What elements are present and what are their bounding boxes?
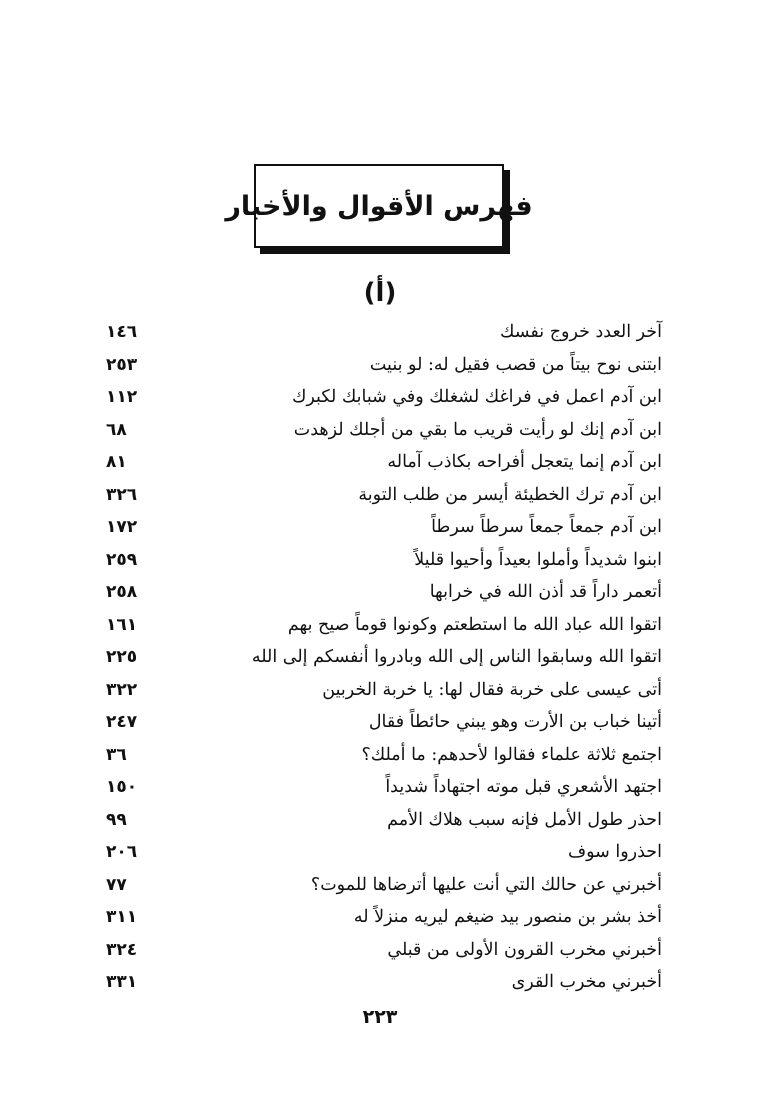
entry-page-number: ٣٢٢ bbox=[106, 679, 138, 700]
entry-page-number: ٣١١ bbox=[106, 907, 138, 928]
entry-text: آخر العدد خروج نفسك bbox=[500, 322, 662, 343]
entry-page-number: ٢٢٥ bbox=[106, 647, 138, 668]
entry-text: احذروا سوف bbox=[567, 842, 662, 863]
index-entry bbox=[106, 739, 662, 772]
entry-page-number: ١٧٢ bbox=[106, 517, 138, 538]
entry-text: اتقوا الله وسابقوا الناس إلى الله وبادروا أنفسكم إلى الله bbox=[251, 647, 662, 668]
entry-page-number: ٢٤٧ bbox=[106, 712, 138, 733]
index-entry bbox=[106, 674, 662, 707]
index-entry bbox=[106, 316, 662, 349]
entry-text: ابن آدم إنما يتعجل أفراحه بكاذب آماله bbox=[387, 452, 662, 473]
entry-text: اجتمع ثلاثة علماء فقالوا لأحدهم: ما أملك؟ bbox=[361, 744, 662, 765]
index-entry bbox=[106, 771, 662, 804]
entry-page-number: ٣٢٦ bbox=[106, 484, 138, 505]
entry-text: احذر طول الأمل فإنه سبب هلاك الأمم bbox=[387, 809, 662, 830]
entry-page-number: ٢٥٩ bbox=[106, 549, 138, 570]
index-entry bbox=[106, 641, 662, 674]
entry-text: ابتنى نوح بيتاً من قصب فقيل له: لو بنيت bbox=[369, 354, 662, 375]
entry-page-number: ٣٢٤ bbox=[106, 939, 138, 960]
entry-text: أتعمر داراً قد أذن الله في خرابها bbox=[429, 582, 662, 603]
entry-text: اتقوا الله عباد الله ما استطعتم وكونوا قوماً صيح بهم bbox=[287, 614, 662, 635]
index-list bbox=[106, 316, 662, 999]
entry-text: أخبرني مخرب القرون الأولى من قبلي bbox=[387, 939, 662, 960]
index-entry bbox=[106, 966, 662, 999]
index-entry bbox=[106, 869, 662, 902]
index-entry bbox=[106, 479, 662, 512]
entry-text: أتينا خباب بن الأرت وهو يبني حائطاً فقال bbox=[368, 712, 662, 733]
entry-text: أتى عيسى على خربة فقال لها: يا خربة الخربين bbox=[322, 679, 662, 700]
page-title: فهرس الأقوال والأخبار bbox=[225, 190, 533, 222]
section-heading: (أ) bbox=[363, 278, 397, 308]
index-entry bbox=[106, 349, 662, 382]
index-entry bbox=[106, 836, 662, 869]
entry-text: أخذ بشر بن منصور بيد ضيغم ليريه منزلاً له bbox=[353, 907, 662, 928]
index-entry bbox=[106, 901, 662, 934]
index-entry bbox=[106, 576, 662, 609]
entry-page-number: ٢٠٦ bbox=[106, 842, 138, 863]
entry-page-number: ١٦١ bbox=[106, 614, 138, 635]
entry-text: اجتهد الأشعري قبل موته اجتهاداً شديداً bbox=[385, 777, 662, 798]
entry-page-number: ٣٣١ bbox=[106, 972, 138, 993]
entry-text: ابن آدم إنك لو رأيت قريب ما بقي من أجلك لزهدت bbox=[293, 419, 662, 440]
index-entry bbox=[106, 609, 662, 642]
index-entry bbox=[106, 511, 662, 544]
page-number: ٢٢٣ bbox=[362, 1006, 398, 1028]
entry-page-number: ١٥٠ bbox=[106, 777, 138, 798]
entry-page-number: ١١٢ bbox=[106, 387, 138, 408]
entry-page-number: ١٤٦ bbox=[106, 322, 138, 343]
index-entry bbox=[106, 544, 662, 577]
entry-text: أخبرني عن حالك التي أنت عليها أترضاها للموت؟ bbox=[310, 874, 662, 895]
entry-page-number: ٧٧ bbox=[106, 874, 127, 895]
index-entry bbox=[106, 446, 662, 479]
entry-page-number: ٩٩ bbox=[106, 809, 127, 830]
entry-page-number: ٨١ bbox=[106, 452, 127, 473]
index-title-box bbox=[225, 164, 533, 248]
entry-page-number: ٢٥٨ bbox=[106, 582, 138, 603]
entry-text: ابنوا شديداً وأملوا بعيداً وأحيوا قليلاً bbox=[414, 549, 662, 570]
entry-text: ابن آدم اعمل في فراغك لشغلك وفي شبابك لكبرك bbox=[291, 387, 662, 408]
entry-text: أخبرني مخرب القرى bbox=[511, 972, 662, 993]
index-entry bbox=[106, 381, 662, 414]
index-entry bbox=[106, 706, 662, 739]
index-entry bbox=[106, 804, 662, 837]
entry-page-number: ٦٨ bbox=[106, 419, 127, 440]
entry-page-number: ٢٥٣ bbox=[106, 354, 138, 375]
entry-page-number: ٣٦ bbox=[106, 744, 127, 765]
entry-text: ابن آدم ترك الخطيئة أيسر من طلب التوبة bbox=[358, 484, 662, 505]
entry-text: ابن آدم جمعاً جمعاً سرطاً سرطاً bbox=[431, 517, 662, 538]
index-entry bbox=[106, 934, 662, 967]
index-entry bbox=[106, 414, 662, 447]
